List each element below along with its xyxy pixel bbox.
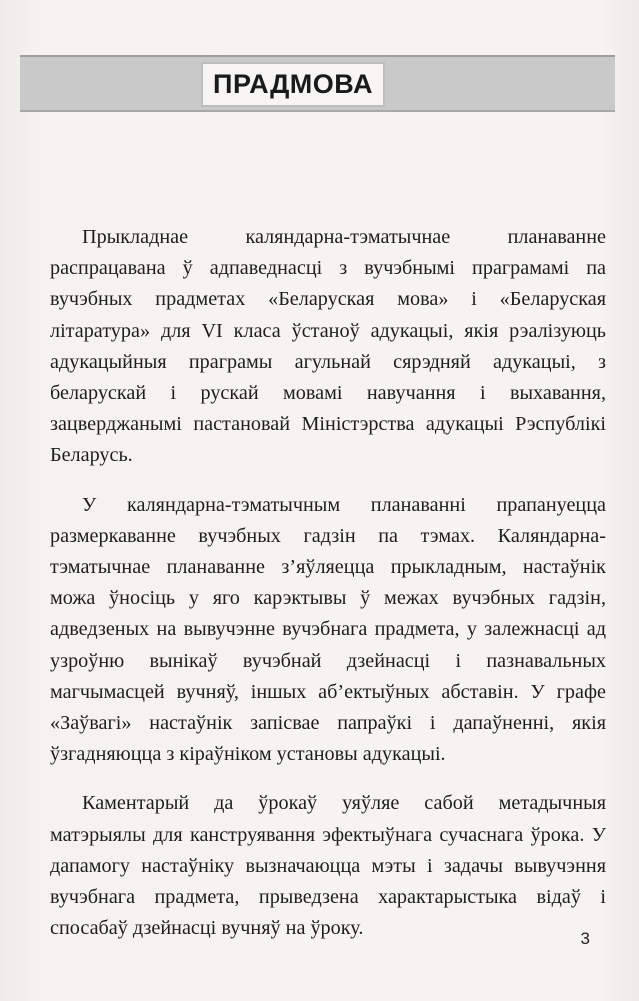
paragraph: У каляндарна-тэматычным планаванні прапануецца размеркаванне вучэбных гадзін па тэмах. Каляндарна-тэматычнае планаванне з’яўляецца прыкладным, настаўнік можа ўносіць у яго карэктывы ў межах вучэбных гадзін, адведзеных на вывучэнне вучэбнага прадмета, у залежнасці ад узроўню вынікаў вучэбнай дзейнасці і пазнавальных магчымасцей вучняў, іншых аб’ектыўных абставін. У графе «Заўвагі» настаўнік запісвае папраўкі і дапаўненні, якія ўзгадняюцца з кіраўніком установы адукацыі. (50, 493, 606, 766)
page-title: ПРАДМОВА (201, 62, 385, 107)
paragraph: Прыкладнае каляндарна-тэматычнае планаванне распрацавана ў адпаведнасці з вучэбнымі праграмамі па вучэбных прадметах «Беларуская мова» і «Беларуская літаратура» для VI класа ўстаноў адукацыі, якія рэалізуюць адукацыйныя праграмы агульнай сярэдняй адукацыі, з беларускай і рускай мовамі навучання і выхавання, зацверджанымі пастановай Міністэрства адукацыі Рэспублікі Беларусь. (50, 226, 606, 467)
paragraph: Каментарый да ўрокаў уяўляе сабой метадычныя матэрыялы для канструявання эфектыўнага сучаснага ўрока. У дапамогу настаўніку вызначаюцца мэты і задачы вывучэння вучэбнага прадмета, прыведзена характарыстыка відаў і спосабаў дзейнасці вучняў на ўроку. (50, 792, 606, 940)
page-number: 3 (580, 929, 590, 948)
body-text (50, 222, 606, 962)
